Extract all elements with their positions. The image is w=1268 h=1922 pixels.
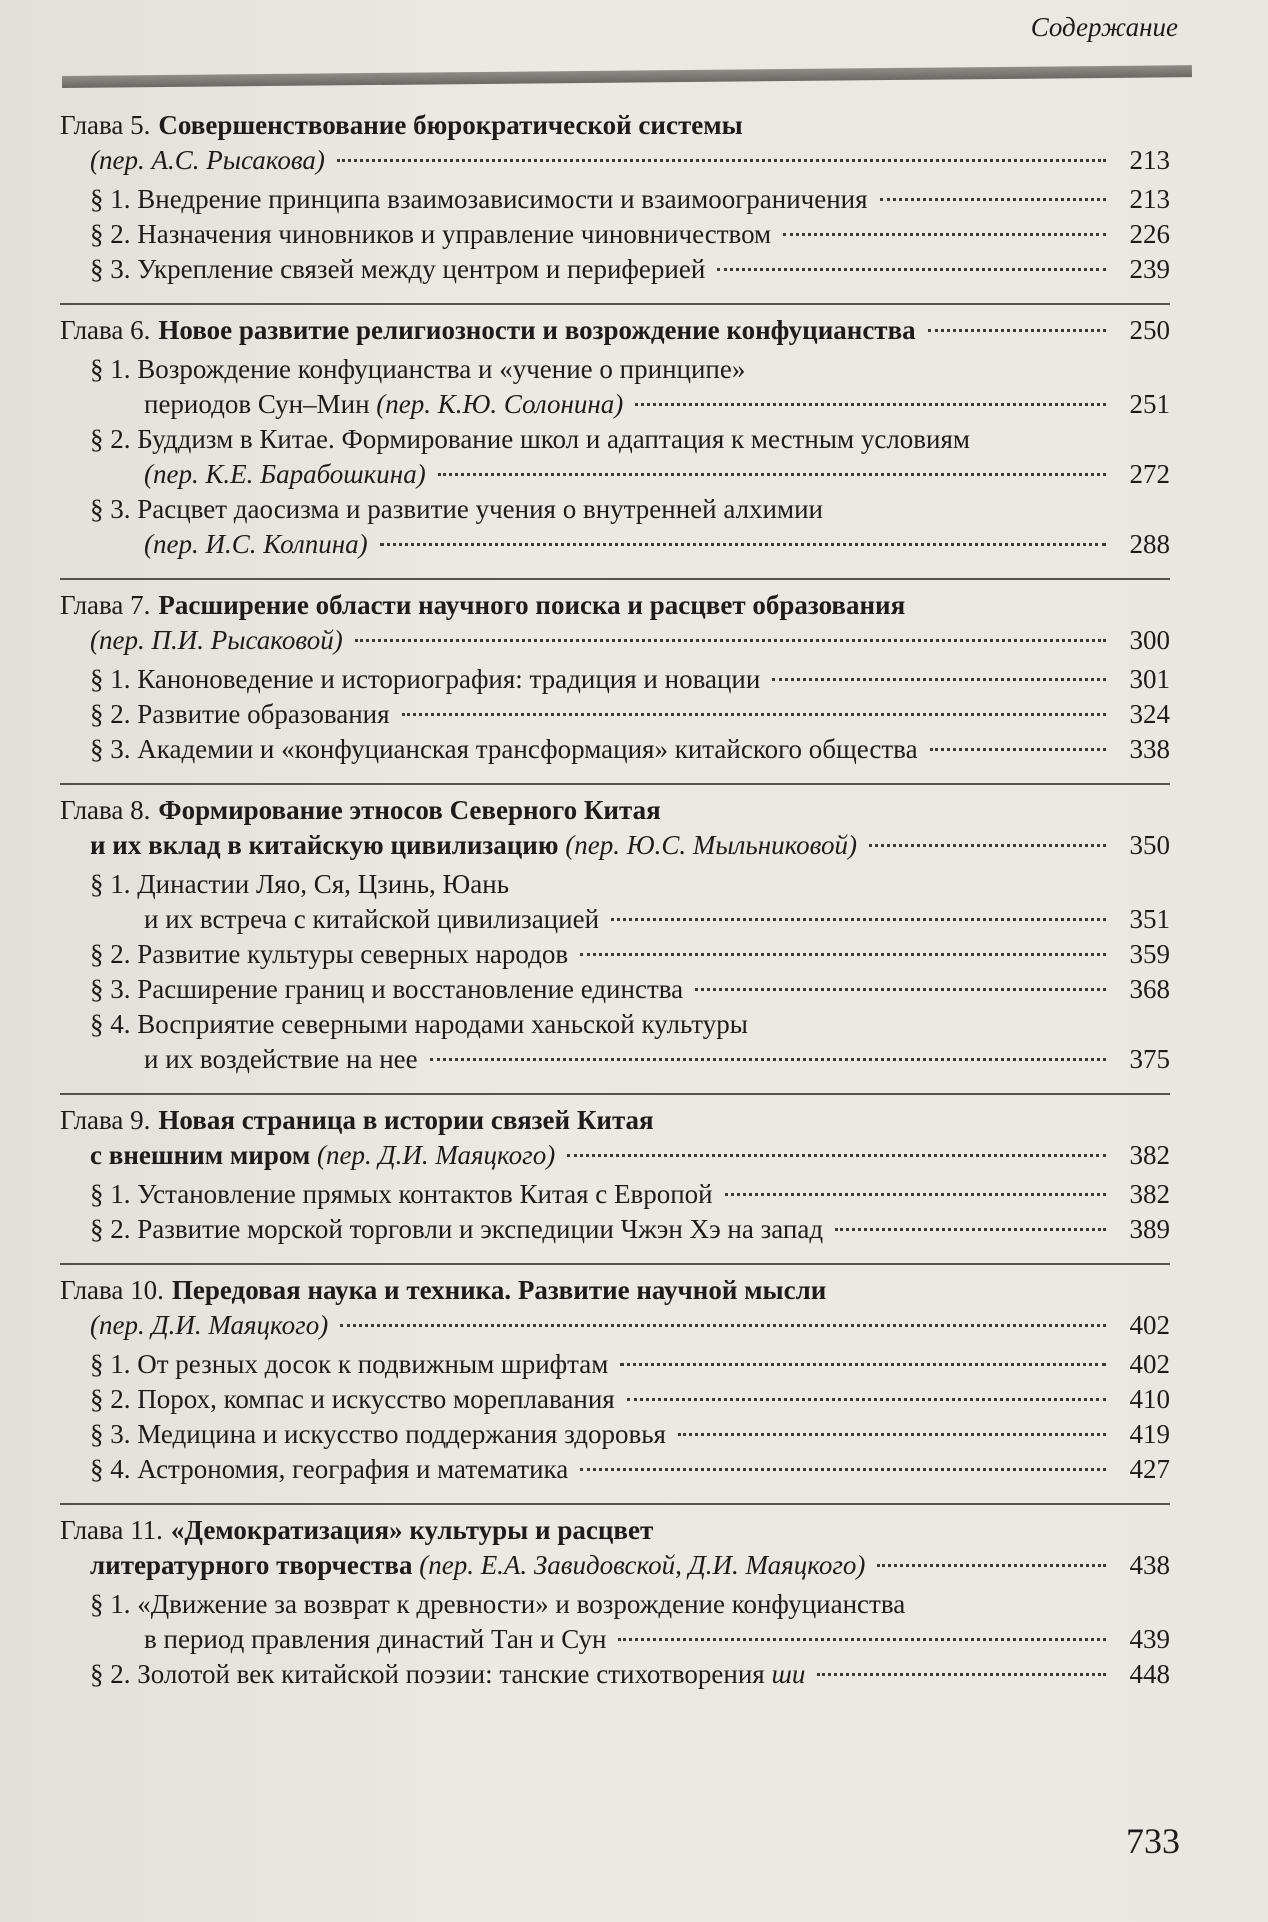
- chapter-heading: [60, 1103, 1170, 1138]
- section-title: § 3. Расширение границ и восстановление единства: [90, 974, 684, 1004]
- dot-leader: [580, 1468, 1106, 1471]
- chapter-label: Глава 9.: [60, 1105, 151, 1135]
- chapter-label: Глава 8.: [60, 795, 151, 825]
- chapter-label: Глава 6.: [60, 315, 151, 345]
- chapter-label: Глава 7.: [60, 590, 151, 620]
- dot-leader: [695, 988, 1106, 991]
- page-ref: 288: [1129, 529, 1170, 559]
- page-ref: 338: [1129, 734, 1170, 764]
- section-entry-line1: [60, 1007, 1170, 1042]
- page-ref: 272: [1129, 459, 1170, 489]
- chapter-heading: [60, 588, 1170, 623]
- section-title-cont: и их воздействие на нее: [144, 1044, 418, 1074]
- dot-leader: [340, 1324, 1106, 1327]
- section-entry-line1: [60, 492, 1170, 527]
- table-of-contents: [60, 108, 1170, 1708]
- translator: (пер. И.С. Колпина): [144, 529, 368, 559]
- chapter-translator-line: [60, 143, 1170, 178]
- page-ref: 301: [1129, 664, 1170, 694]
- section-title: § 2. Порох, компас и искусство мореплавания: [90, 1384, 615, 1414]
- chapter-9: [60, 1093, 1170, 1247]
- page-ref: 368: [1129, 974, 1170, 1004]
- chapter-heading-cont: [60, 1548, 1170, 1583]
- chapter-title: Расширение области научного поиска и расцвет образования: [158, 590, 906, 620]
- page-ref: 402: [1129, 1310, 1170, 1340]
- dot-leader: [438, 473, 1106, 476]
- chapter-heading: [60, 313, 1170, 348]
- section-list: [60, 1347, 1170, 1487]
- dot-leader: [580, 953, 1106, 956]
- page-ref: 350: [1129, 830, 1170, 860]
- translator: (пер. К.Ю. Солонина): [376, 389, 624, 419]
- section-title: § 2. Назначения чиновников и управление чиновничеством: [90, 219, 772, 249]
- chapter-title: Совершенствование бюрократической системы: [158, 110, 743, 140]
- chapter-translator-line: [60, 1308, 1170, 1343]
- dot-leader: [869, 844, 1106, 847]
- page-ref: 427: [1129, 1454, 1170, 1484]
- chapter-8: [60, 783, 1170, 1077]
- section-title-cont: периодов Сун–Мин: [144, 389, 370, 419]
- section-title: § 1. «Движение за возврат к древности» и возрождение конфуцианства: [90, 1589, 906, 1619]
- chapter-title-cont: литературного творчества: [90, 1550, 413, 1580]
- translator: (пер. А.С. Рысакова): [90, 145, 325, 175]
- dot-leader: [337, 159, 1106, 162]
- dot-leader: [635, 403, 1106, 406]
- page-ref: 213: [1129, 184, 1170, 214]
- section-entry-line2: [60, 1622, 1170, 1657]
- section-list: [60, 1177, 1170, 1247]
- section-entry: [60, 1657, 1170, 1692]
- section-entry: [60, 937, 1170, 972]
- chapter-label: Глава 11.: [60, 1515, 163, 1545]
- section-entry: [60, 1452, 1170, 1487]
- chapter-title-cont: с внешним миром: [90, 1140, 311, 1170]
- section-title: § 2. Развитие морской торговли и экспедиции Чжэн Хэ на запад: [90, 1214, 824, 1244]
- page-ref: 213: [1129, 145, 1170, 175]
- section-entry: [60, 1417, 1170, 1452]
- section-entry: [60, 252, 1170, 287]
- translator: (пер. К.Е. Барабошкина): [144, 459, 426, 489]
- dot-leader: [678, 1433, 1106, 1436]
- section-entry: [60, 1382, 1170, 1417]
- page-ref: 375: [1129, 1044, 1170, 1074]
- chapter-heading: [60, 793, 1170, 828]
- chapter-title: Новая страница в истории связей Китая: [158, 1105, 654, 1135]
- section-entry-line2: [60, 387, 1170, 422]
- page-ref: 382: [1129, 1140, 1170, 1170]
- section-title-cont: в период правления династий Тан и Сун: [144, 1624, 607, 1654]
- dot-leader: [627, 1398, 1106, 1401]
- dot-leader: [567, 1154, 1106, 1157]
- dot-leader: [772, 678, 1106, 681]
- page-ref: 389: [1129, 1214, 1170, 1244]
- page-number: 733: [1126, 1821, 1180, 1861]
- section-title: § 1. Династии Ляо, Ся, Цзинь, Юань: [90, 869, 510, 899]
- page-ref: 448: [1129, 1659, 1170, 1689]
- chapter-heading: [60, 1513, 1170, 1548]
- section-list: [60, 352, 1170, 562]
- page-ref: 359: [1129, 939, 1170, 969]
- section-entry: [60, 697, 1170, 732]
- dot-leader: [402, 713, 1106, 716]
- page-ref: 250: [1129, 315, 1170, 345]
- running-head: Содержание: [1030, 12, 1178, 42]
- section-title: § 2. Золотой век китайской поэзии: танские стихотворения: [90, 1659, 765, 1689]
- section-entry: [60, 217, 1170, 252]
- section-entry-line1: [60, 352, 1170, 387]
- section-title: § 1. Каноноведение и историография: традиция и новации: [90, 664, 761, 694]
- dot-leader: [725, 1193, 1106, 1196]
- section-title: § 3. Академии и «конфуцианская трансформация» китайского общества: [90, 734, 918, 764]
- section-title: § 1. Установление прямых контактов Китая с Европой: [90, 1179, 713, 1209]
- translator: (пер. Д.И. Маяцкого): [317, 1140, 556, 1170]
- chapter-translator-line: [60, 623, 1170, 658]
- section-title: § 2. Буддизм в Китае. Формирование школ и адаптация к местным условиям: [90, 424, 971, 454]
- dot-leader: [620, 1363, 1106, 1366]
- translator: (пер. Е.А. Завидовской, Д.И. Маяцкого): [419, 1550, 866, 1580]
- section-title-italic: ши: [771, 1659, 806, 1689]
- section-title: § 1. Возрождение конфуцианства и «учение о принципе»: [90, 354, 746, 384]
- dot-leader: [817, 1673, 1106, 1676]
- section-entry: [60, 732, 1170, 767]
- section-entry-line2: [60, 527, 1170, 562]
- section-title: § 3. Медицина и искусство поддержания здоровья: [90, 1419, 666, 1449]
- section-title: § 4. Астрономия, география и математика: [90, 1454, 569, 1484]
- section-entry: [60, 182, 1170, 217]
- section-entry: [60, 1177, 1170, 1212]
- chapter-title: «Демократизация» культуры и расцвет: [170, 1515, 654, 1545]
- dot-leader: [380, 543, 1106, 546]
- section-title: § 1. От резных досок к подвижным шрифтам: [90, 1349, 609, 1379]
- section-entry-line2: [60, 1042, 1170, 1077]
- section-entry-line1: [60, 867, 1170, 902]
- chapter-heading: [60, 108, 1170, 143]
- page-ref: 351: [1129, 904, 1170, 934]
- section-entry: [60, 1212, 1170, 1247]
- dot-leader: [880, 198, 1106, 201]
- section-list: [60, 867, 1170, 1077]
- chapter-title: Новое развитие религиозности и возрождение конфуцианства: [158, 315, 916, 345]
- section-title: § 4. Восприятие северными народами ханьской культуры: [90, 1009, 748, 1039]
- chapter-label: Глава 10.: [60, 1275, 164, 1305]
- dot-leader: [835, 1228, 1106, 1231]
- chapter-heading: [60, 1273, 1170, 1308]
- page-ref: 410: [1129, 1384, 1170, 1414]
- chapter-6: [60, 303, 1170, 562]
- header-rule: [62, 65, 1192, 88]
- dot-leader: [928, 329, 1106, 332]
- dot-leader: [611, 918, 1106, 921]
- page-ref: 226: [1129, 219, 1170, 249]
- page-ref: 324: [1129, 699, 1170, 729]
- section-entry-line2: [60, 902, 1170, 937]
- dot-leader: [430, 1058, 1106, 1061]
- chapter-10: [60, 1263, 1170, 1487]
- chapter-5: [60, 108, 1170, 287]
- page-ref: 251: [1129, 389, 1170, 419]
- section-entry-line1: [60, 1587, 1170, 1622]
- chapter-title: Формирование этносов Северного Китая: [158, 795, 661, 825]
- translator: (пер. Ю.С. Мыльниковой): [565, 830, 858, 860]
- page-ref: 439: [1129, 1624, 1170, 1654]
- page-ref: 419: [1129, 1419, 1170, 1449]
- chapter-heading-cont: [60, 828, 1170, 863]
- section-entry: [60, 662, 1170, 697]
- section-title: § 2. Развитие образования: [90, 699, 390, 729]
- page-ref: 300: [1129, 625, 1170, 655]
- section-entry-line2: [60, 457, 1170, 492]
- translator: (пер. П.И. Рысаковой): [90, 625, 343, 655]
- section-list: [60, 182, 1170, 287]
- page-ref: 382: [1129, 1179, 1170, 1209]
- section-list: [60, 662, 1170, 767]
- section-title: § 3. Укрепление связей между центром и периферией: [90, 254, 706, 284]
- section-title: § 3. Расцвет даосизма и развитие учения о внутренней алхимии: [90, 494, 823, 524]
- dot-leader: [877, 1564, 1106, 1567]
- section-entry: [60, 972, 1170, 1007]
- chapter-heading-cont: [60, 1138, 1170, 1173]
- chapter-label: Глава 5.: [60, 110, 151, 140]
- page-ref: 438: [1129, 1550, 1170, 1580]
- section-entry: [60, 1347, 1170, 1382]
- chapter-7: [60, 578, 1170, 767]
- page-ref: 402: [1129, 1349, 1170, 1379]
- section-list: [60, 1587, 1170, 1692]
- dot-leader: [717, 268, 1106, 271]
- dot-leader: [355, 639, 1106, 642]
- dot-leader: [930, 748, 1106, 751]
- dot-leader: [783, 233, 1106, 236]
- page-ref: 239: [1129, 254, 1170, 284]
- dot-leader: [618, 1638, 1106, 1641]
- section-title: § 1. Внедрение принципа взаимозависимости и взаимоограничения: [90, 184, 868, 214]
- chapter-11: [60, 1503, 1170, 1692]
- translator: (пер. Д.И. Маяцкого): [90, 1310, 329, 1340]
- chapter-title: Передовая наука и техника. Развитие научной мысли: [171, 1275, 827, 1305]
- section-title-cont: и их встреча с китайской цивилизацией: [144, 904, 600, 934]
- section-title: § 2. Развитие культуры северных народов: [90, 939, 569, 969]
- chapter-title-cont: и их вклад в китайскую цивилизацию: [90, 830, 559, 860]
- section-entry-line1: [60, 422, 1170, 457]
